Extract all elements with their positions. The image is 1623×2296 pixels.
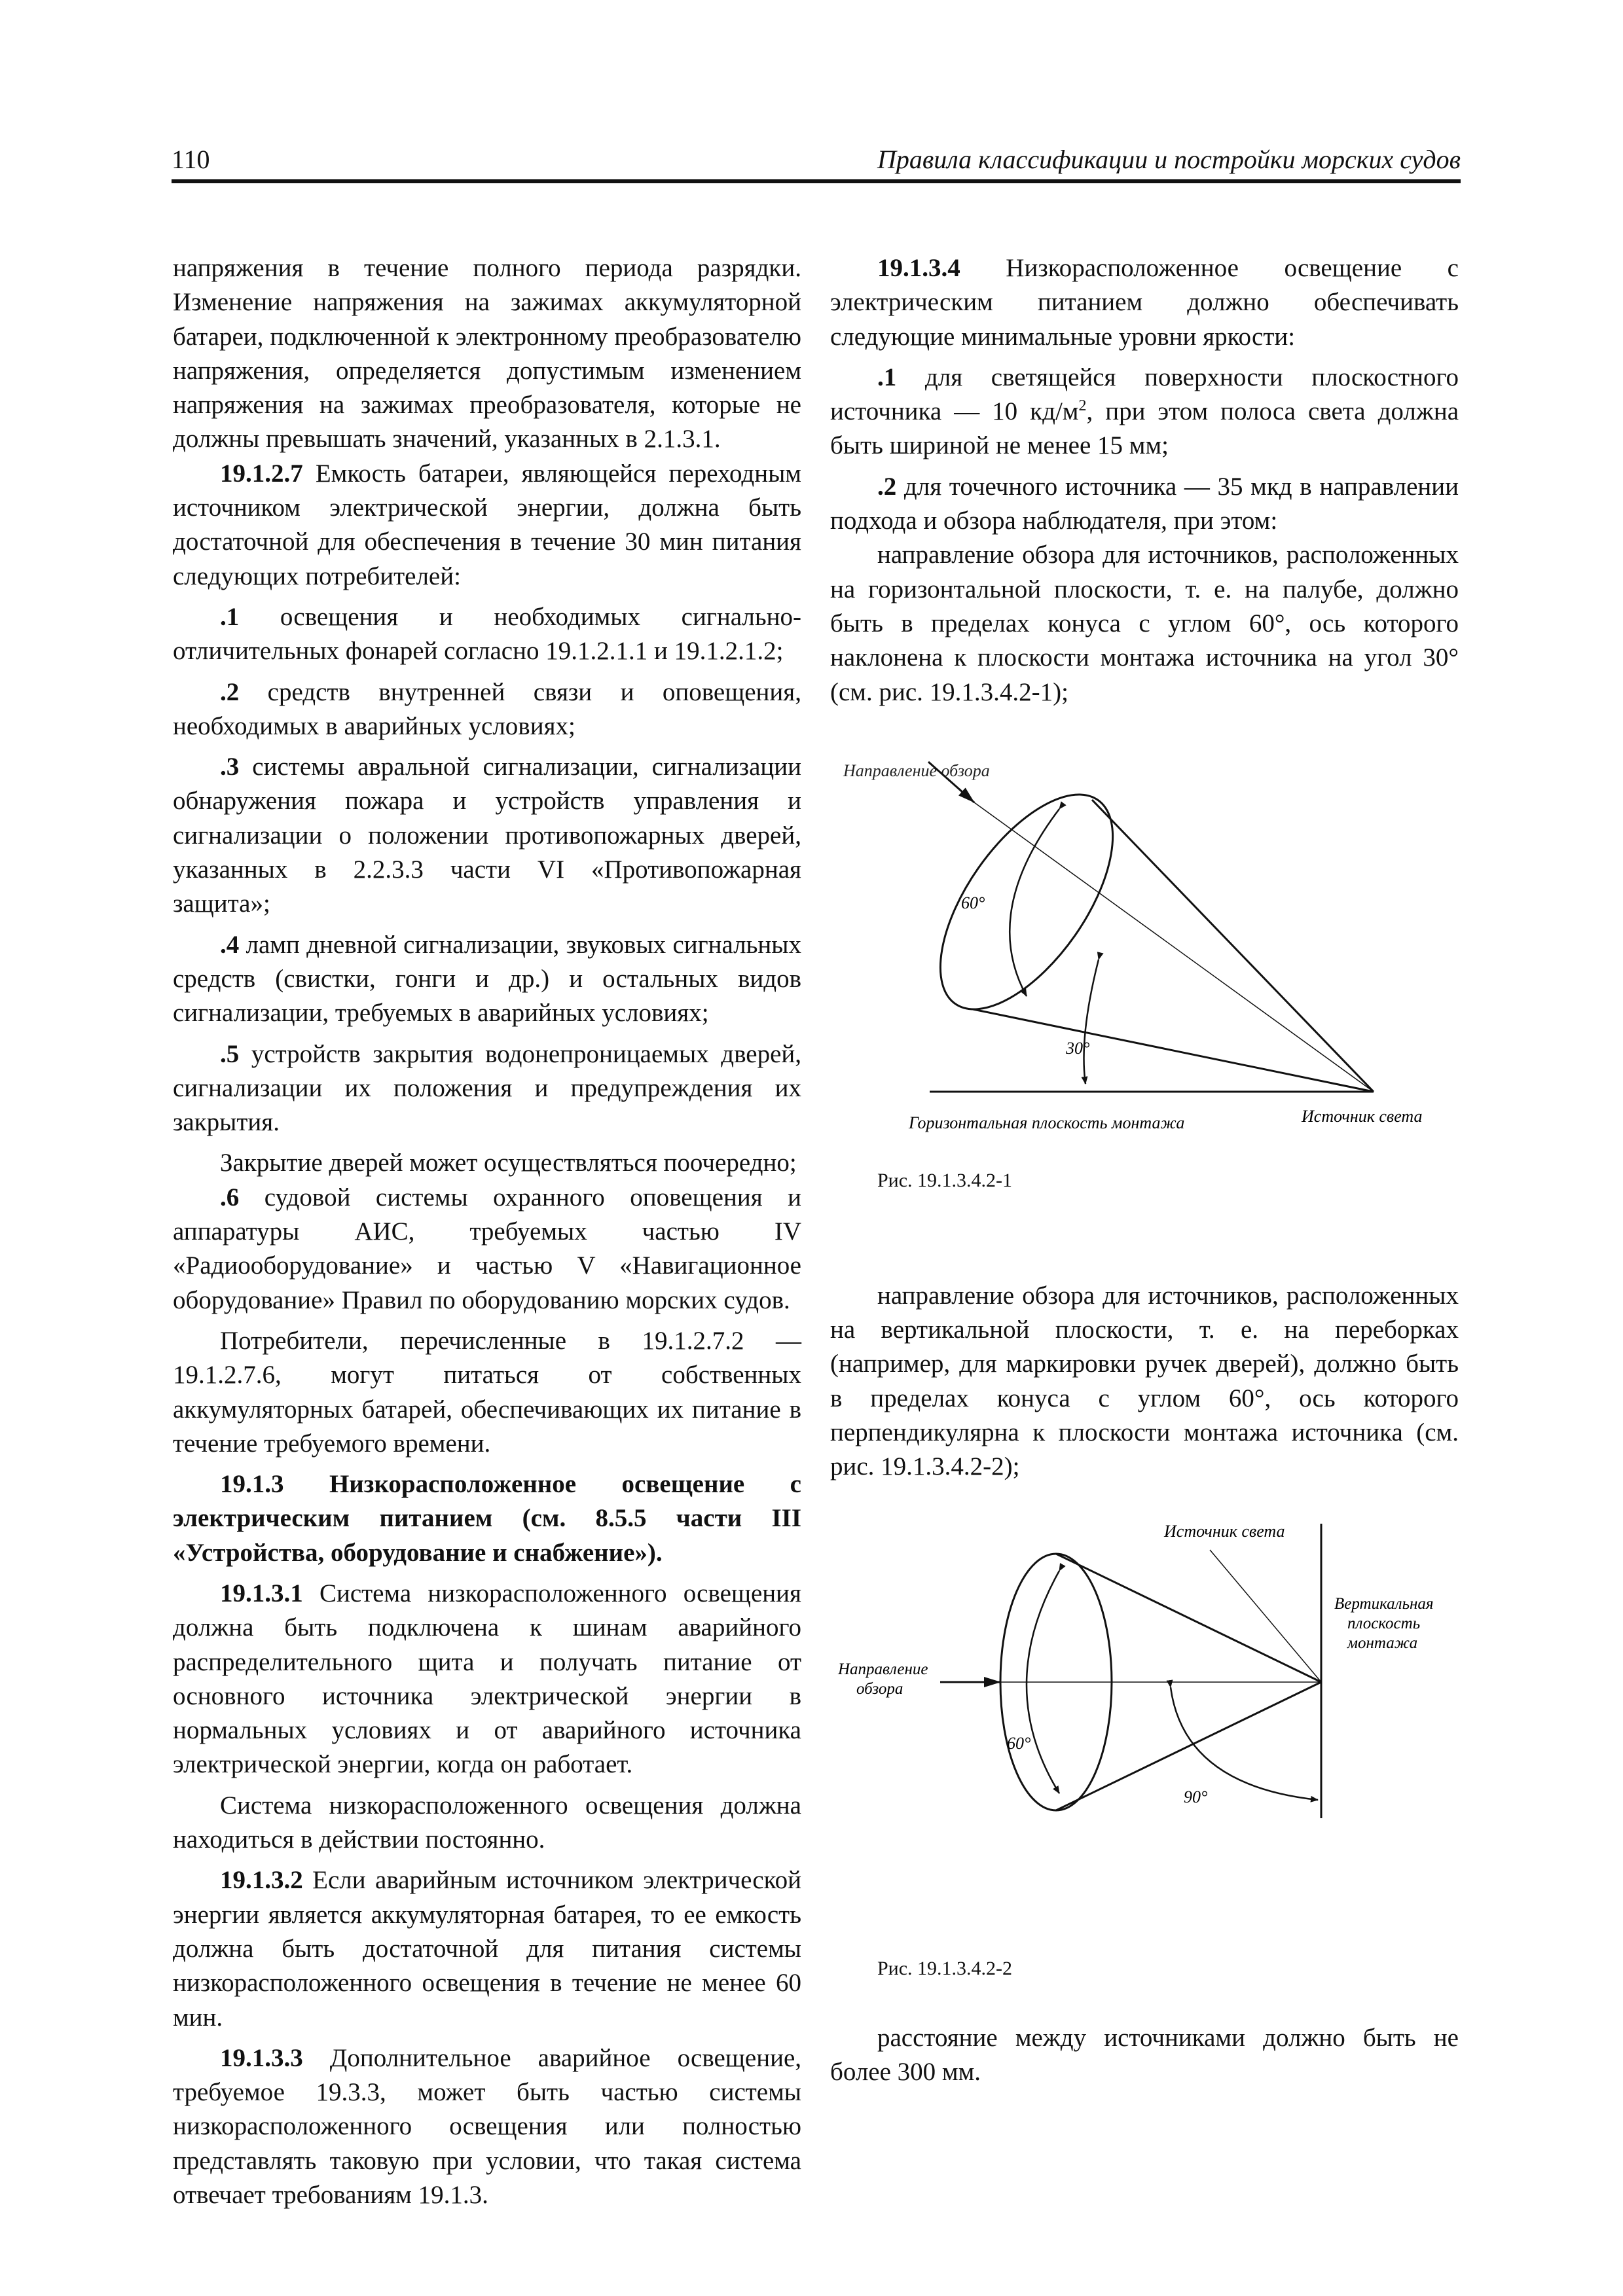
list-item: .6 судовой системы охранного оповещения и аппаратуры АИС, требуемых частью IV «Радиооборудование» и частью V «Навигационное оборудование» Правил по оборудованию морских судов. bbox=[173, 1183, 801, 1314]
cone-edge-upper bbox=[1056, 1554, 1321, 1682]
paragraph: Система низкорасположенного освещения должна находиться в действии постоянно. bbox=[173, 1791, 801, 1854]
list-item: .1 для светящейся поверхности плоскостного источника — 10 $кд/м^2$, при этом полоса света должна быть шириной не менее 15 мм; bbox=[830, 363, 1459, 460]
cone-edge-lower bbox=[973, 1009, 1374, 1092]
angle-90-label: 90° bbox=[1184, 1787, 1208, 1806]
light-source-label: Источник света bbox=[1164, 1521, 1285, 1541]
angle-60-label: 60° bbox=[1007, 1733, 1031, 1753]
paragraph: Потребители, перечисленные в 19.1.2.7.2 — 19.1.2.7.6, могут питаться от собственных аккумуляторных батарей, обеспечивающих их питание в течение требуемого времени. bbox=[173, 1326, 801, 1458]
source-indicator-line bbox=[1210, 1550, 1321, 1682]
list-item: .3 системы авральной сигнализации, сигнализации обнаружения пожара и устройств управления и сигнализации о положении противопожарных дверей, указанных в 2.2.3.3 части VI «Противопожарная защита»; bbox=[173, 753, 801, 918]
left-column bbox=[173, 251, 801, 2212]
page-number: 110 bbox=[172, 145, 210, 174]
paragraph-19-1-3-4: 19.1.3.4 Низкорасположенное освещение с электрическим питанием должно обеспечивать следующие минимальные уровни яркости: bbox=[830, 254, 1459, 351]
paragraph: направление обзора для источников, расположенных на горизонтальной плоскости, т. е. на палубе, должно быть в пределах конуса с углом 60°, ось которого наклонена к плоскости монтажа источника на угол 30° (см. рис. 19.1.3.4.2-1); bbox=[830, 541, 1459, 706]
angle-60-arc bbox=[1010, 809, 1059, 996]
paragraph: расстояние между источниками должно быть не более 300 мм. bbox=[830, 2023, 1459, 2086]
light-source-label: Источник света bbox=[1302, 1106, 1423, 1126]
figure-vertical-mounting bbox=[830, 1511, 1459, 1995]
figure-caption: Рис. 19.1.3.4.2-2 bbox=[877, 1957, 1013, 1979]
angle-90-arc bbox=[1171, 1687, 1318, 1800]
mounting-plane-label: Горизонтальная плоскость монтажа bbox=[909, 1113, 1185, 1132]
right-column bbox=[830, 251, 1459, 2089]
figure-caption: Рис. 19.1.3.4.2-1 bbox=[877, 1169, 1013, 1191]
view-direction-label: Направление обзора bbox=[843, 761, 990, 780]
header-rule bbox=[172, 179, 1461, 183]
cone-edge-upper bbox=[1092, 800, 1374, 1092]
paragraph-19-1-3-2: 19.1.3.2 Если аварийным источником электрической энергии является аккумуляторная батарея, то ее емкость должна быть достаточной для питания системы низкорасположенного освещения в течение не менее 60 мин. bbox=[173, 1866, 801, 2032]
figure-horizontal-mounting bbox=[830, 736, 1459, 1207]
paragraph: Закрытие дверей может осуществляться поочередно; bbox=[220, 1149, 797, 1177]
mounting-plane-label-line2: плоскость bbox=[1347, 1614, 1421, 1632]
paragraph: напряжения в течение полного периода разрядки. Изменение напряжения на зажимах аккумуляторной батареи, подключенной к электронному преобразователю напряжения, определяется допустимым изменением напряжения на зажимах преобразователя, которые не должны превышать значений, указанных в 2.1.3.1. bbox=[173, 254, 801, 454]
list-item: .5 устройств закрытия водонепроницаемых дверей, сигнализации их положения и предупреждения их закрытия. bbox=[173, 1039, 801, 1137]
view-direction-label-line1: Направление bbox=[838, 1660, 928, 1678]
list-item: .2 средств внутренней связи и оповещения, необходимых в аварийных условиях; bbox=[173, 677, 801, 740]
list-item: .2 для точечного источника — 35 мкд в направлении подхода и обзора наблюдателя, при этом: bbox=[830, 472, 1459, 535]
running-header-title: Правила классификации и постройки морских судов bbox=[877, 145, 1461, 174]
clause-number: 19.1.2.7 bbox=[220, 459, 303, 488]
view-direction-label-line2: обзора bbox=[856, 1679, 903, 1698]
list-item: .1 освещения и необходимых сигнально-отличительных фонарей согласно 19.1.2.1.1 и 19.1.2.1.2; bbox=[173, 602, 801, 666]
paragraph-19-1-3-3: 19.1.3.3 Дополнительное аварийное освещение, требуемое 19.3.3, может быть частью системы низкорасположенного освещения или полностью представлять таковую при условии, что такая система отвечает требованиям 19.1.3. bbox=[173, 2043, 801, 2210]
mounting-plane-label-line3: монтажа bbox=[1347, 1634, 1418, 1652]
angle-30-label: 30° bbox=[1066, 1038, 1090, 1058]
paragraph-19-1-2-7: 19.1.2.7 Емкость батареи, являющейся переходным источником электрической энергии, должна быть достаточной для обеспечения в течение 30 мин питания следующих потребителей: bbox=[173, 459, 801, 590]
list-item: .4 ламп дневной сигнализации, звуковых сигнальных средств (свистки, гонги и др.) и остальных видов сигнализации, требуемых в аварийных условиях; bbox=[173, 930, 801, 1028]
mounting-plane-label-line1: Вертикальная bbox=[1334, 1594, 1434, 1613]
section-heading-19-1-3: 19.1.3 Низкорасположенное освещение с электрическим питанием (см. 8.5.5 части III «Устройства, оборудование и снабжение»). bbox=[173, 1470, 801, 1567]
paragraph: направление обзора для источников, расположенных на вертикальной плоскости, т. е. на переборках (например, для маркировки ручек дверей), должно быть в пределах конуса с углом 60°, ось которого перпендикулярна к плоскости монтажа источника (см. рис. 19.1.3.4.2-2); bbox=[830, 1281, 1459, 1481]
paragraph-19-1-3-1: 19.1.3.1 Система низкорасположенного освещения должна быть подключена к шинам аварийного распределительного щита и получать питание от основного источника электрической энергии в нормальных условиях и от аварийного источника электрической энергии, когда он работает. bbox=[173, 1579, 801, 1779]
cone-base-ellipse bbox=[907, 766, 1146, 1038]
angle-60-label: 60° bbox=[961, 893, 985, 912]
angle-30-arc bbox=[1084, 960, 1099, 1084]
